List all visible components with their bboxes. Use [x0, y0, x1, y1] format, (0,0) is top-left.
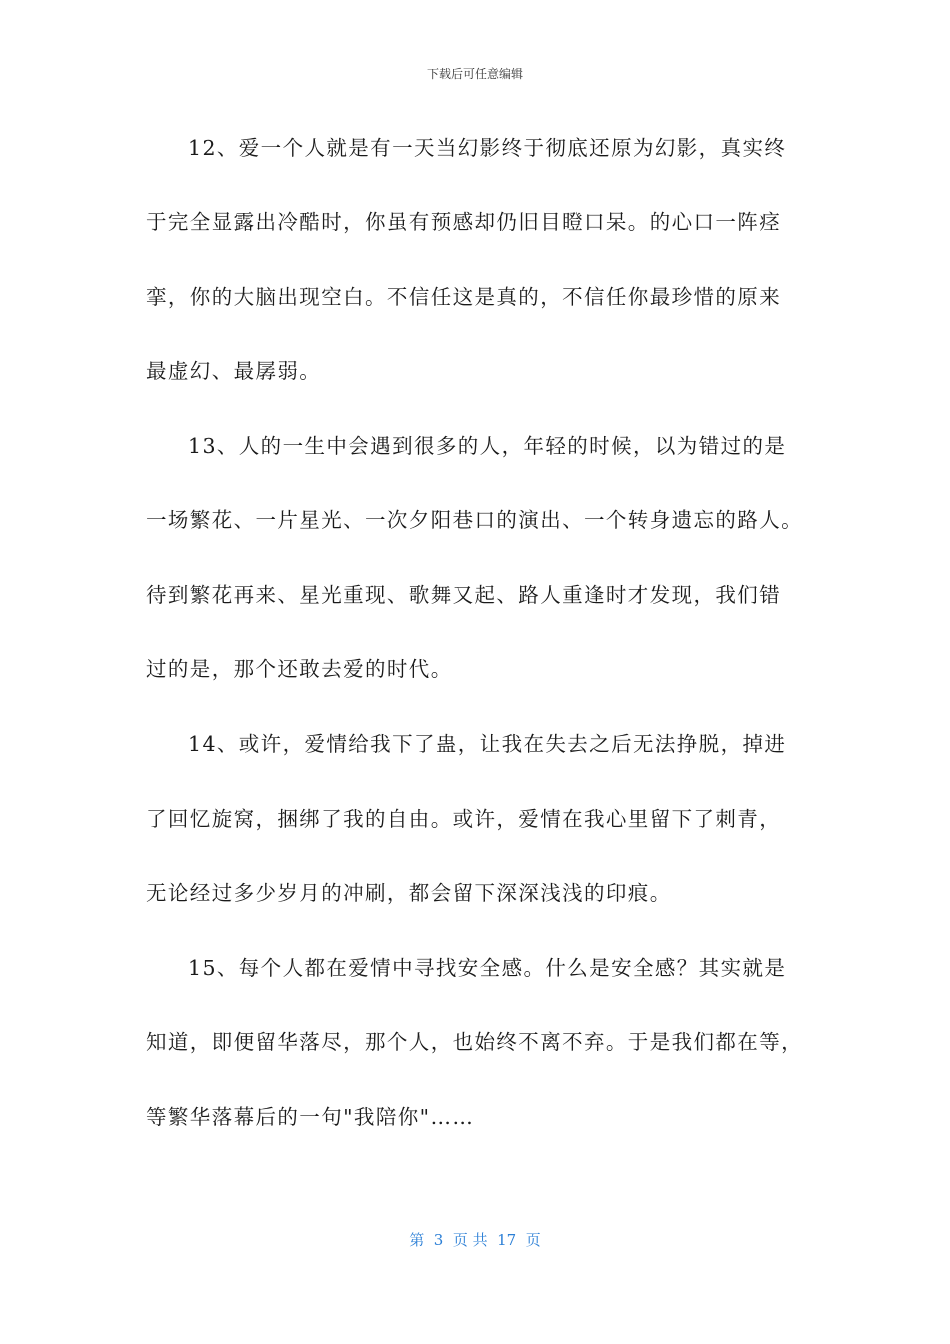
paragraph-12-line-2: 于完全显露出冷酷时，你虽有预感却仍旧目瞪口呆。的心口一阵痉	[146, 210, 782, 234]
paragraph-14-line-1: 14、或许，爱情给我下了蛊，让我在失去之后无法挣脱，掉进	[188, 732, 787, 756]
paragraph-14-line-3: 无论经过多少岁月的冲刷，都会留下深深浅浅的印痕。	[146, 881, 672, 905]
paragraph-13-line-1: 13、人的一生中会遇到很多的人，年轻的时候，以为错过的是	[188, 434, 787, 458]
paragraph-14-line-2: 了回忆旋窝，捆绑了我的自由。或许，爱情在我心里留下了刺青，	[146, 807, 782, 831]
paragraph-13-line-3: 待到繁花再来、星光重现、歌舞又起、路人重逢时才发现，我们错	[146, 583, 782, 607]
page-number-footer: 第 3 页 共 17 页	[409, 1231, 541, 1249]
paragraph-12-line-1: 12、爱一个人就是有一天当幻影终于彻底还原为幻影，真实终	[188, 136, 787, 160]
paragraph-15-line-2: 知道，即便留华落尽，那个人，也始终不离不弃。于是我们都在等，	[146, 1030, 803, 1054]
paragraph-12-line-3: 挛，你的大脑出现空白。不信任这是真的，不信任你最珍惜的原来	[146, 285, 782, 309]
paragraph-13-line-4: 过的是，那个还敢去爱的时代。	[146, 657, 453, 681]
paragraph-13-line-2: 一场繁花、一片星光、一次夕阳巷口的演出、一个转身遗忘的路人。	[146, 508, 803, 532]
paragraph-15-line-3: 等繁华落幕后的一句"我陪你"……	[146, 1105, 475, 1129]
paragraph-12-line-4: 最虚幻、最孱弱。	[146, 359, 322, 383]
paragraph-15-line-1: 15、每个人都在爱情中寻找安全感。什么是安全感？其实就是	[188, 956, 787, 980]
page-header-note: 下载后可任意编辑	[426, 67, 523, 81]
